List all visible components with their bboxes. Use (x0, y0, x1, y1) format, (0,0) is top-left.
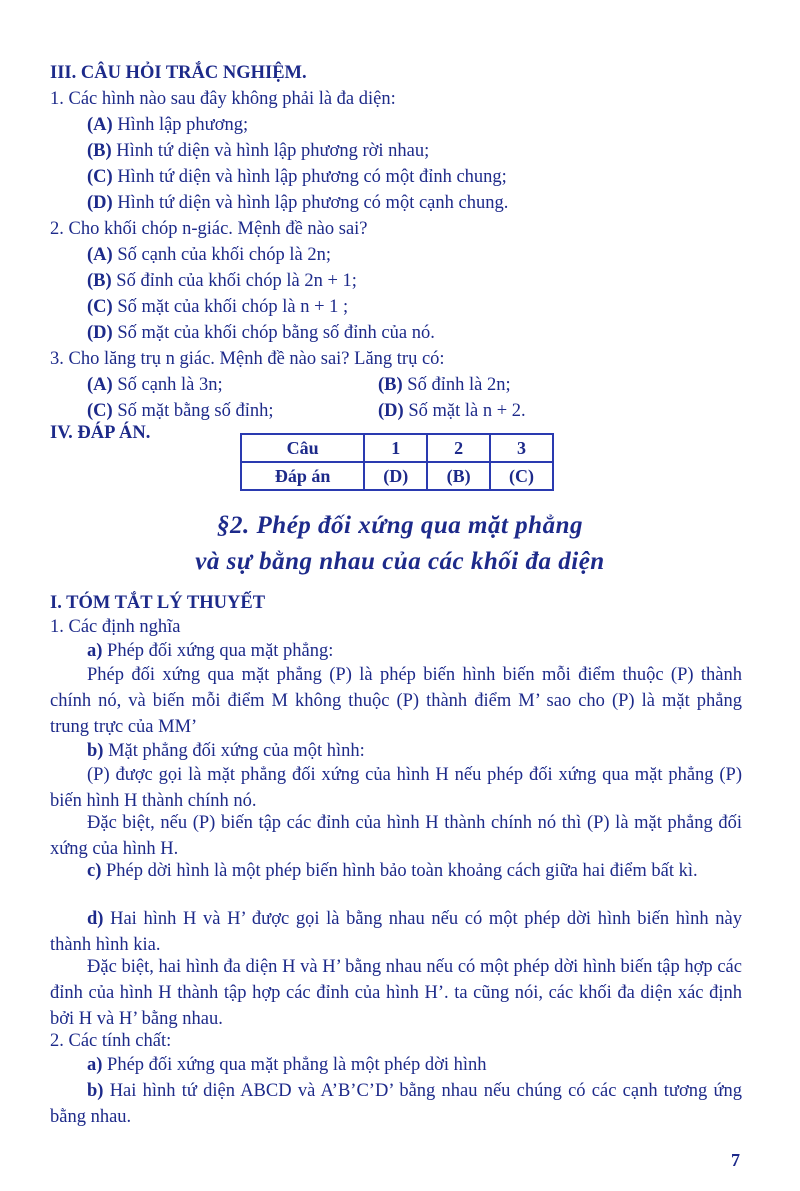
item-label: b) (87, 1081, 104, 1101)
section-heading-answers: IV. ĐÁP ÁN. (50, 423, 151, 443)
option-text: Hình tứ diện và hình lập phương rời nhau; (116, 141, 430, 161)
theory-heading: I. TÓM TẮT LÝ THUYẾT (50, 593, 266, 613)
def-b-title (87, 738, 365, 764)
item-label: c) (87, 861, 102, 881)
q2-option-b (87, 268, 357, 294)
answer-table (240, 433, 554, 491)
q1-option-d (87, 190, 508, 216)
option-label: (C) (87, 297, 113, 317)
item-label: b) (87, 741, 104, 761)
option-label: (B) (87, 141, 112, 161)
item-text: Phép dời hình là một phép biến hình bảo toàn khoảng cách giữa hai điểm bất kì. (106, 861, 698, 881)
properties-heading: 2. Các tính chất: (50, 1031, 172, 1051)
table-cell: (B) (427, 462, 490, 490)
section-heading-quiz: III. CÂU HỎI TRẮC NGHIỆM. (50, 63, 307, 83)
prop-a (87, 1052, 487, 1078)
option-label: (A) (87, 245, 113, 265)
table-cell: (C) (490, 462, 553, 490)
option-label: (D) (87, 323, 113, 343)
def-a-text: Phép đối xứng qua mặt phẳng (P) là phép biến hình biến mỗi điểm thuộc (P) thành chính nó, và biến mỗi điểm M không thuộc (P) thành điểm M’ sao cho (P) là mặt phẳng trung trực của MM’ (50, 665, 742, 737)
def-b-text-2: Đặc biệt, nếu (P) biến tập các đỉnh của hình H thành chính nó thì (P) là mặt phẳng đối xứng của hình H. (50, 813, 742, 859)
option-label: (B) (378, 375, 403, 395)
item-label: d) (87, 909, 104, 929)
item-text: Hai hình tứ diện ABCD và A’B’C’D’ bằng nhau nếu chúng có các cạnh tương ứng bằng nhau. (50, 1081, 742, 1127)
q2-option-d (87, 320, 435, 346)
option-text: Số mặt bằng số đỉnh; (117, 401, 274, 421)
item-text: Hai hình H và H’ được gọi là bằng nhau nếu có một phép dời hình biến hình này thành hình kia. (50, 909, 743, 955)
option-label: (C) (87, 167, 113, 187)
option-text: Số đỉnh của khối chóp là 2n + 1; (116, 271, 357, 291)
item-label: a) (87, 1055, 103, 1075)
question-1-stem: 1. Các hình nào sau đây không phải là đa diện: (50, 89, 396, 109)
page-number: 7 (731, 1150, 740, 1170)
def-b-text-1: (P) được gọi là mặt phẳng đối xứng của hình H nếu phép đối xứng qua mặt phẳng (P) biến hình H thành chính nó. (50, 765, 742, 811)
def-a-title (87, 638, 333, 664)
q2-option-a (87, 242, 331, 268)
table-cell: 3 (490, 434, 553, 462)
table-row (241, 462, 553, 490)
chapter-title-line-1: §2. Phép đối xứng qua mặt phẳng (217, 512, 583, 539)
q2-option-c (87, 294, 348, 320)
table-header-cell: Đáp án (241, 462, 364, 490)
option-label: (A) (87, 375, 113, 395)
option-label: (D) (378, 401, 404, 421)
q1-option-b (87, 138, 429, 164)
option-label: (B) (87, 271, 112, 291)
prop-b (50, 1078, 742, 1130)
def-c (50, 858, 742, 884)
option-text: Số cạnh là 3n; (117, 375, 223, 395)
table-header-cell: Câu (241, 434, 364, 462)
option-label: (A) (87, 115, 113, 135)
item-title: Phép đối xứng qua mặt phẳng: (107, 641, 334, 661)
table-cell: (D) (364, 462, 427, 490)
option-text: Số đỉnh là 2n; (407, 375, 511, 395)
chapter-title-line-2: và sự bằng nhau của các khối đa diện (195, 548, 605, 575)
option-text: Số cạnh của khối chóp là 2n; (117, 245, 332, 265)
table-cell: 1 (364, 434, 427, 462)
item-label: a) (87, 641, 103, 661)
table-cell: 2 (427, 434, 490, 462)
option-text: Số mặt của khối chóp là n + 1 ; (117, 297, 349, 317)
q1-option-c (87, 164, 507, 190)
q3-option-d (378, 398, 526, 424)
item-text: Phép đối xứng qua mặt phẳng là một phép dời hình (107, 1055, 487, 1075)
def-d-2: Đặc biệt, hai hình đa diện H và H’ bằng nhau nếu có một phép dời hình biến tập hợp các đỉnh của hình H thành tập hợp các đỉnh của hình H’. ta cũng nói, các khối đa diện xác định bởi H và H’ bằng nhau. (50, 957, 742, 1029)
def-d-1 (50, 906, 742, 958)
question-2-stem: 2. Cho khối chóp n-giác. Mệnh đề nào sai? (50, 219, 368, 239)
question-3-stem: 3. Cho lăng trụ n giác. Mệnh đề nào sai? Lăng trụ có: (50, 349, 445, 369)
option-label: (D) (87, 193, 113, 213)
option-text: Hình lập phương; (117, 115, 249, 135)
option-text: Hình tứ diện và hình lập phương có một cạnh chung. (117, 193, 509, 213)
option-label: (C) (87, 401, 113, 421)
table-row (241, 434, 553, 462)
q3-option-a (87, 372, 223, 398)
item-title: Mặt phẳng đối xứng của một hình: (108, 741, 365, 761)
option-text: Số mặt của khối chóp bằng số đỉnh của nó. (117, 323, 435, 343)
definitions-heading: 1. Các định nghĩa (50, 617, 181, 637)
option-text: Hình tứ diện và hình lập phương có một đỉnh chung; (117, 167, 507, 187)
option-text: Số mặt là n + 2. (408, 401, 526, 421)
q3-option-b (378, 372, 511, 398)
q1-option-a (87, 112, 248, 138)
